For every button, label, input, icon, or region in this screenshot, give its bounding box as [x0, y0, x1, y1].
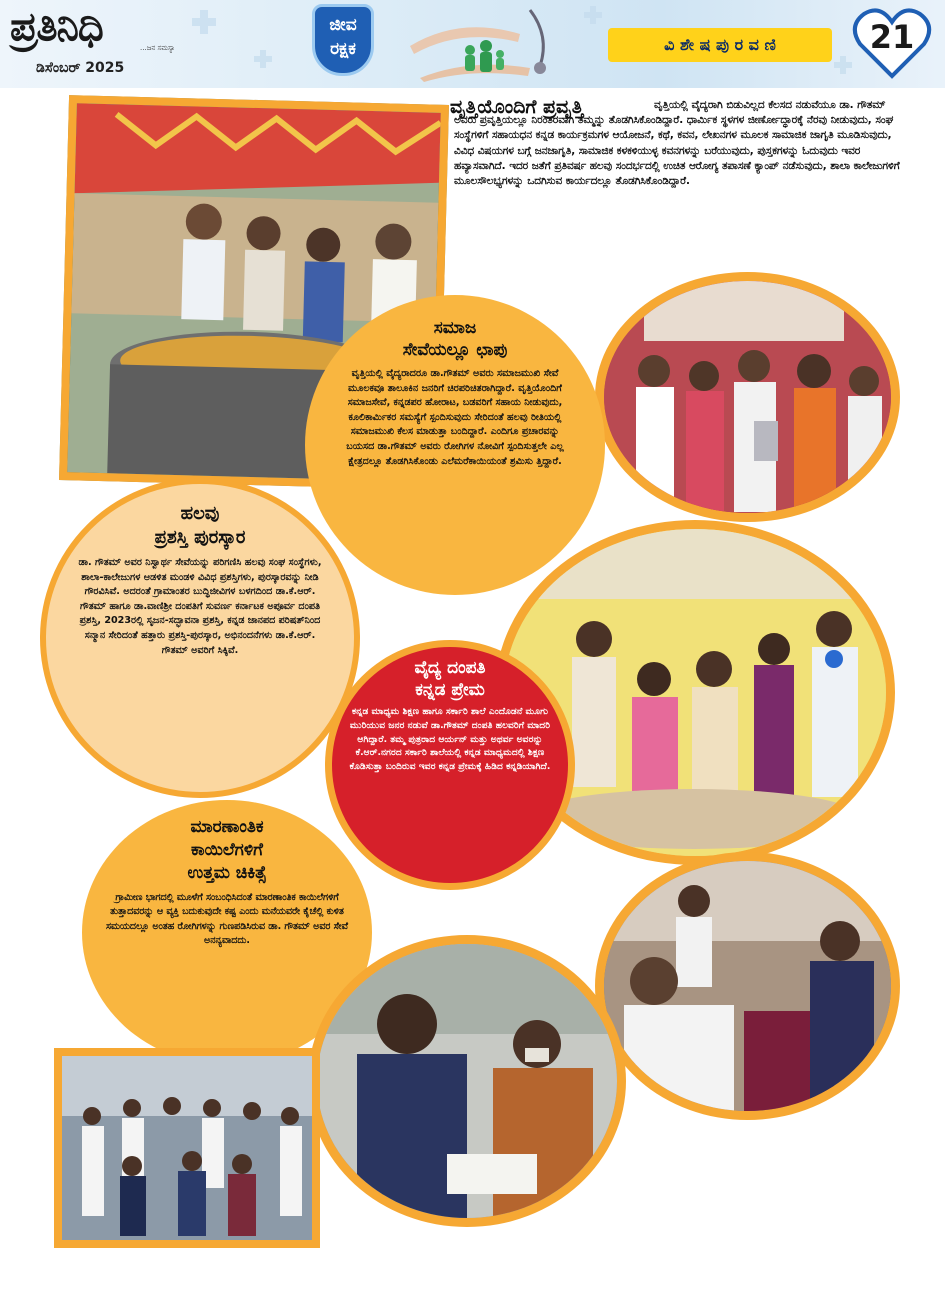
page-header	[0, 0, 945, 88]
awards-heading-line-1: ಹಲವು	[180, 503, 220, 524]
intro-heading: ವೃತ್ತಿಯೊಂದಿಗೆ ಪ್ರವೃತ್ತಿ	[450, 96, 584, 118]
awards-body-text: ಡಾ. ಗೌತಮ್ ಅವರ ನಿಸ್ವಾರ್ಥ ಸೇವೆಯನ್ನು ಪರಿಗಣಿಸಿ ಹಲವು ಸಂಘ ಸಂಸ್ಥೆಗಳು, ಶಾಲಾ-ಕಾಲೇಜುಗಳ ಆಡಳಿತ ಮಂಡಳಿ ವಿವಿಧ ಪ್ರಶಸ್ತಿಗಳು, ಪುರಸ್ಕಾರವನ್ನು ನೀಡಿ ಗೌರವಿಸಿವೆ. ಅದರಂತೆ ಗ್ರಾಮಾಂತರ ಬುದ್ಧಿಜೀವಿಗಳ ಬಳಗದಿಂದ ಡಾ.ಕೆ.ಆರ್. ಗೌತಮ್ ಹಾಗೂ ಡಾ.ವಾಣಿಶ್ರೀ ದಂಪತಿಗೆ ಸುವರ್ಣ ಕರ್ನಾಟಕ ಅಪೂರ್ವ ದಂಪತಿ ಪ್ರಶಸ್ತಿ, 2023ರಲ್ಲಿ ಸೃಜನ-ಸದ್ಭಾವನಾ ಪ್ರಶಸ್ತಿ, ಕನ್ನಡ ಜಾನಪದ ಪರಿಷತ್‌ನಿಂದ ಸನ್ಮಾನ ಸೇರಿದಂತೆ ಹತ್ತಾರು ಪ್ರಶಸ್ತಿ-ಪುರಸ್ಕಾರ, ಅಭಿನಂದನೆಗಳು ಡಾ.ಕೆ.ಆರ್. ಗೌತಮ್ ಅವರಿಗೆ ಸಿಕ್ಕಿವೆ.	[78, 557, 322, 656]
treatment-heading-line-1: ಮಾರಣಾಂತಿಕ	[190, 817, 264, 837]
treatment-heading-line-3: ಉತ್ತಮ ಚಿಕಿತ್ಸೆ	[187, 863, 267, 883]
couple-heading-line-1: ವೈದ್ಯ ದಂಪತಿ	[414, 658, 486, 678]
photo-doctor-consultation	[595, 852, 900, 1120]
masthead-title: ಪ್ರತಿನಿಧಿ	[10, 4, 103, 50]
service-section-circle	[305, 295, 605, 595]
family-care-hands-illustration	[400, 6, 570, 82]
couple-body-text: ಕನ್ನಡ ಮಾಧ್ಯಮ ಶಿಕ್ಷಣ ಹಾಗೂ ಸರ್ಕಾರಿ ಶಾಲೆ ಎಂದೊಡನೆ ಮೂಗು ಮುರಿಯುವ ಜನರ ನಡುವೆ ಡಾ.ಗೌತಮ್ ದಂಪತಿ ಹಲವರಿಗೆ ಮಾದರಿ ಆಗಿದ್ದಾರೆ. ತಮ್ಮ ಪುತ್ರರಾದ ಆರ್ಯನ್ ಮತ್ತು ಅಥರ್ವ ಅವರನ್ನು ಕೆ.ಆರ್.ನಗರದ ಸರ್ಕಾರಿ ಶಾಲೆಯಲ್ಲಿ ಕನ್ನಡ ಮಾಧ್ಯಮದಲ್ಲಿ ಶಿಕ್ಷಣ ಕೊಡಿಸುತ್ತಾ ಬಂದಿರುವ ಇವರ ಕನ್ನಡ ಪ್ರೇಮಕ್ಕೆ ಹಿಡಿದ ಕನ್ನಡಿಯಾಗಿದೆ.	[349, 706, 551, 773]
treatment-body-text: ಗ್ರಾಮೀಣ ಭಾಗದಲ್ಲಿ ಮೂಳೆಗೆ ಸಂಬಂಧಿಸಿದಂತೆ ಮಾರಣಾಂತಿಕ ಕಾಯಿಲೆಗಳಿಗೆ ತುತ್ತಾದವರನ್ನು ಆ ವ್ಯಕ್ತಿ ಬದುಕುವುದೇ ಕಷ್ಟ ಎಂದು ಮನೆಯವರೇ ಕೈಚೆಲ್ಲಿ ಕುಳಿತ ಸಮಯದಲ್ಲೂ ಅಂತಹ ರೋಗಿಗಳನ್ನು ಗುಣಪಡಿಸಿರುವ ಡಾ. ಗೌತಮ್ ಅವರ ಸೇವೆ ಅನನ್ಯವಾದದು.	[105, 892, 349, 947]
awards-heading-line-2: ಪ್ರಶಸ್ತಿ ಪುರಸ್ಕಾರ	[154, 527, 246, 548]
jeeva-rakshaka-shield-logo	[312, 4, 374, 76]
couple-section-circle	[325, 640, 575, 890]
awards-section-circle	[40, 478, 360, 798]
photo-felicitation-ceremony	[595, 272, 900, 522]
logo-line-2: ರಕ್ಷಕ	[330, 39, 356, 59]
logo-line-1: ಜೀವ	[329, 15, 357, 35]
photo-patient-examination	[308, 935, 626, 1227]
section-banner: ವಿ ಶೇ ಷ ಪು ರ ವ ಣಿ	[608, 28, 832, 62]
intro-paragraph: ವೃತ್ತಿಯಲ್ಲಿ ವೈದ್ಯರಾಗಿ ಬಿಡುವಿಲ್ಲದ ಕೆಲಸದ ನಡುವೆಯೂ ಡಾ. ಗೌತಮ್ ಅವರು ಪ್ರವೃತ್ತಿಯಲ್ಲೂ ನಿರಂತರವಾಗಿ ತಮ್ಮನ್ನು ತೊಡಗಿಸಿಕೊಂಡಿದ್ದಾರೆ. ಧಾರ್ಮಿಕ ಸ್ಥಳಗಳ ಜೀರ್ಣೋದ್ಧಾರಕ್ಕೆ ನೆರವು ನೀಡುವುದು, ಸಂಘ ಸಂಸ್ಥೆಗಳಿಗೆ ಸಹಾಯಧನ ಕನ್ನಡ ಕಾರ್ಯಕ್ರಮಗಳ ಆಯೋಜನೆ, ಕಥೆ, ಕವನ, ಲೇಖನಗಳ ಮೂಲಕ ಸಾಮಾಜಿಕ ಜಾಗೃತಿ ಮೂಡಿಸುವುದು, ವಿವಿಧ ವಿಷಯಗಳ ಬಗ್ಗೆ ಜನಜಾಗೃತಿ, ಸಾಮಾಜಿಕ ಕಳಕಳಿಯುಳ್ಳ ಕವನಗಳನ್ನು ಬರೆಯುವುದು, ಪುಸ್ತಕಗಳನ್ನು ಓದುವುದು ಇವರ ಹವ್ಯಾಸವಾಗಿದೆ. ಇದರ ಜತೆಗೆ ಪ್ರತಿವರ್ಷ ಹಲವು ಸಂದರ್ಭದಲ್ಲಿ ಉಚಿತ ಆರೋಗ್ಯ ತಪಾಸಣೆ ಕ್ಯಾಂಪ್ ನಡೆಸುವುದು, ಶಾಲಾ ಕಾಲೇಜುಗಳಿಗೆ ಮೂಲಸೌಲಭ್ಯಗಳನ್ನು ಒದಗಿಸುವ ಕಾರ್ಯದಲ್ಲೂ ತೊಡಗಿಸಿಕೊಂಡಿದ್ದಾರೆ.	[454, 99, 900, 188]
service-heading-line-1: ಸಮಾಜ	[433, 318, 477, 338]
photo-hospital-team	[54, 1048, 320, 1248]
service-heading-line-2: ಸೇವೆಯಲ್ಲೂ ಛಾಪು	[402, 340, 508, 360]
treatment-heading-line-2: ಕಾಯಿಲೆಗಳಿಗೆ	[191, 840, 263, 860]
page-number: 21	[869, 18, 915, 56]
service-body-text: ವೃತ್ತಿಯಲ್ಲಿ ವೈದ್ಯರಾದರೂ ಡಾ.ಗೌತಮ್ ಅವರು ಸಮಾಜಮುಖಿ ಸೇವೆ ಮೂಲಕವೂ ತಾಲೂಕಿನ ಜನರಿಗೆ ಚಿರಪರಿಚಿತರಾಗಿದ್ದಾರೆ. ವೃತ್ತಿಯೊಂದಿಗೆ ಸಮಾಜಸೇವೆ, ಕನ್ನಡಪರ ಹೋರಾಟ, ಬಡವರಿಗೆ ಸಹಾಯ ನೀಡುವುದು, ಕೂಲಿಕಾರ್ಮಿಕರ ಸಮಸ್ಯೆಗೆ ಸ್ಪಂದಿಸುವುದು ಸೇರಿದಂತೆ ಹಲವು ರೀತಿಯಲ್ಲಿ ಸಮಾಜಮುಖಿ ಕೆಲಸ ಮಾಡುತ್ತಾ ಬಂದಿದ್ದಾರೆ. ಎಂದಿಗೂ ಪ್ರಚಾರವನ್ನು ಬಯಸದ ಡಾ.ಗೌತಮ್ ಅವರು ರೋಗಿಗಳ ನೋವಿಗೆ ಸ್ಪಂದಿಸುತ್ತಲೇ ಎಲ್ಲ ಕ್ಷೇತ್ರದಲ್ಲೂ ತೊಡಗಿಸಿಕೊಂಡು ಎಲೆಮರೆಕಾಯಿಯಂತೆ ಶ್ರಮಿಸು ತ್ತಿದ್ದಾರೆ.	[346, 368, 564, 467]
masthead-tagline: ...ಜನ ಸಮಸ್ಯಾ	[140, 44, 176, 52]
intro-body-text	[454, 98, 910, 189]
couple-heading-line-2: ಕನ್ನಡ ಪ್ರೇಮ	[415, 680, 485, 700]
issue-date: ಡಿಸೆಂಬರ್ 2025	[36, 60, 125, 76]
